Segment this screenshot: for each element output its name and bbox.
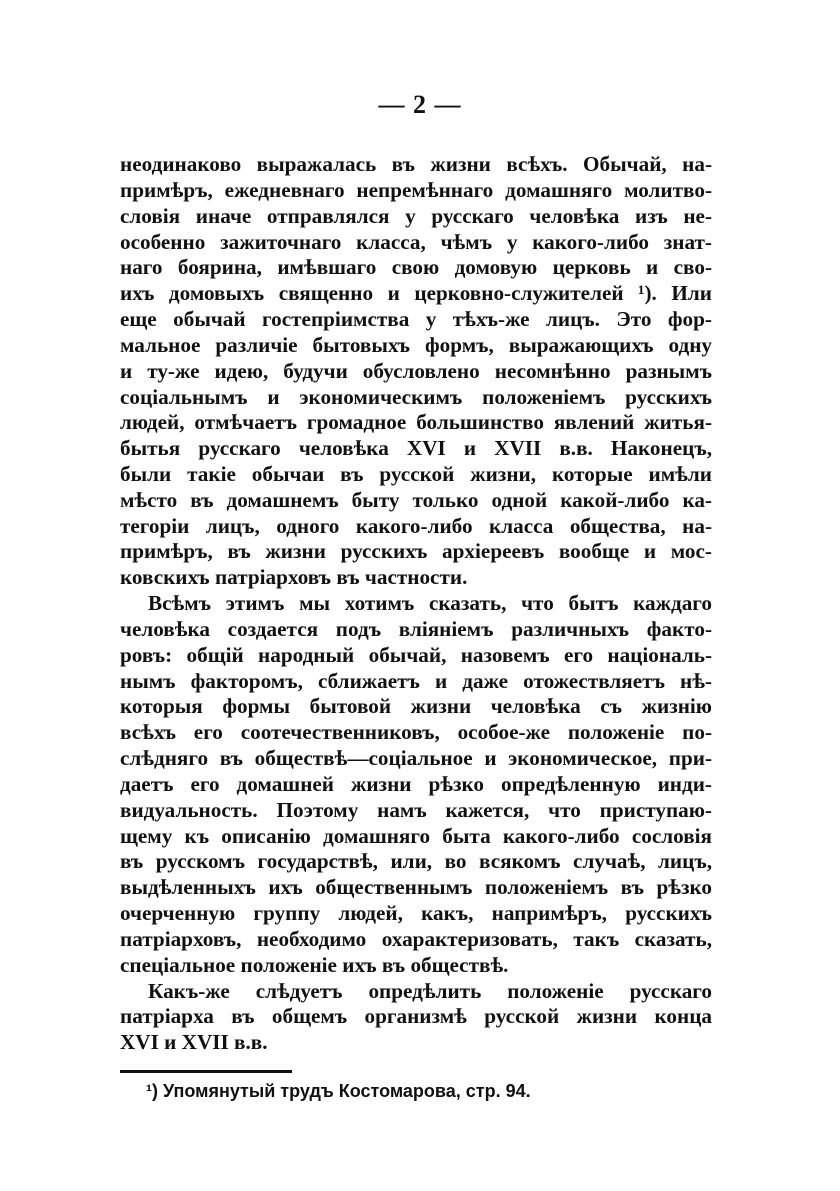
text-line: людей, отмѣчаетъ громадное большинство явлений житья- <box>120 410 712 435</box>
text-line: Какъ-же слѣдуетъ опредѣлить положеніе русскаго <box>148 978 712 1003</box>
text-line: очерченную группу людей, какъ, напримѣръ, русскихъ <box>120 901 712 925</box>
text-line: ихъ домовыхъ священно и церковно-служителей ¹). Или <box>120 281 712 306</box>
text-line: словія иначе отправлялся у русскаго человѣка изъ не- <box>120 203 712 228</box>
text-line: ковскихъ патріарховъ въ частности. <box>120 565 468 590</box>
text-line: Всѣмъ этимъ мы хотимъ сказать, что бытъ каждаго <box>148 591 712 616</box>
text-line: неодинаково выражалась въ жизни всѣхъ. Обычай, на- <box>120 152 712 176</box>
footnote-divider <box>120 1070 292 1073</box>
text-line: мальное различіе бытовыхъ формъ, выражающихъ одну <box>120 332 712 357</box>
text-line: патріарховъ, необходимо охарактеризовать, такъ сказать, <box>120 926 712 951</box>
footnote: ¹) Упомянутый трудъ Костомарова, стр. 94. <box>146 1081 531 1101</box>
text-line: выдѣленныхъ ихъ общественнымъ положеніемъ въ рѣзко <box>120 875 712 900</box>
text-line: нымъ факторомъ, сближаетъ и даже отожествляетъ нѣ- <box>120 668 712 693</box>
text-line: соціальнымъ и экономическимъ положеніемъ русскихъ <box>120 384 712 409</box>
text-line: наго боярина, имѣвшаго свою домовую церковь и сво- <box>120 255 712 280</box>
text-line: даетъ его домашней жизни рѣзко опредѣленную инди- <box>120 771 712 796</box>
text-line: особенно зажиточнаго класса, чѣмъ у какого-либо знат- <box>120 229 712 254</box>
text-line: были такіе обычаи въ русской жизни, которые имѣли <box>120 461 712 486</box>
text-line: въ русскомъ государствѣ, или, во всякомъ случаѣ, лицъ, <box>120 849 712 874</box>
text-line: спеціальное положеніе ихъ въ обществѣ. <box>120 952 509 977</box>
text-line: слѣдняго въ обществѣ—соціальное и экономическое, при- <box>120 746 712 771</box>
text-line: ровъ: общій народный обычай, назовемъ его національ- <box>120 642 712 667</box>
text-line: XVI и XVII в.в. <box>120 1030 268 1055</box>
text-line: примѣръ, въ жизни русскихъ архіереевъ вообще и мос- <box>120 539 712 564</box>
text-line: видуальность. Поэтому намъ кажется, что приступаю- <box>120 797 712 822</box>
text-line: всѣхъ его соотечественниковъ, особое-же положеніе по- <box>120 720 712 745</box>
text-line: человѣка создается подъ вліяніемъ различныхъ факто- <box>120 616 712 641</box>
page-number: — 2 — <box>378 90 462 119</box>
text-line: и ту-же идею, будучи обусловлено несомнѣнно разнымъ <box>120 358 712 383</box>
text-line: тегоріи лицъ, одного какого-либо класса общества, на- <box>120 513 712 538</box>
text-line: которыя формы бытовой жизни человѣка съ жизнію <box>120 694 712 719</box>
text-line: щему къ описанію домашняго быта какого-либо сословія <box>120 823 712 848</box>
text-line: бытья русскаго человѣка XVI и XVII в.в. Наконецъ, <box>120 436 712 461</box>
text-line: примѣръ, ежедневнаго непремѣннаго домашняго молитво- <box>120 177 712 202</box>
text-line: патріарха въ общемъ организмѣ русской жизни конца <box>120 1004 712 1029</box>
text-line: еще обычай гостепріимства у тѣхъ-же лицъ. Это фор- <box>120 307 712 331</box>
text-line: мѣсто въ домашнемъ быту только одной какой-либо ка- <box>120 487 712 512</box>
